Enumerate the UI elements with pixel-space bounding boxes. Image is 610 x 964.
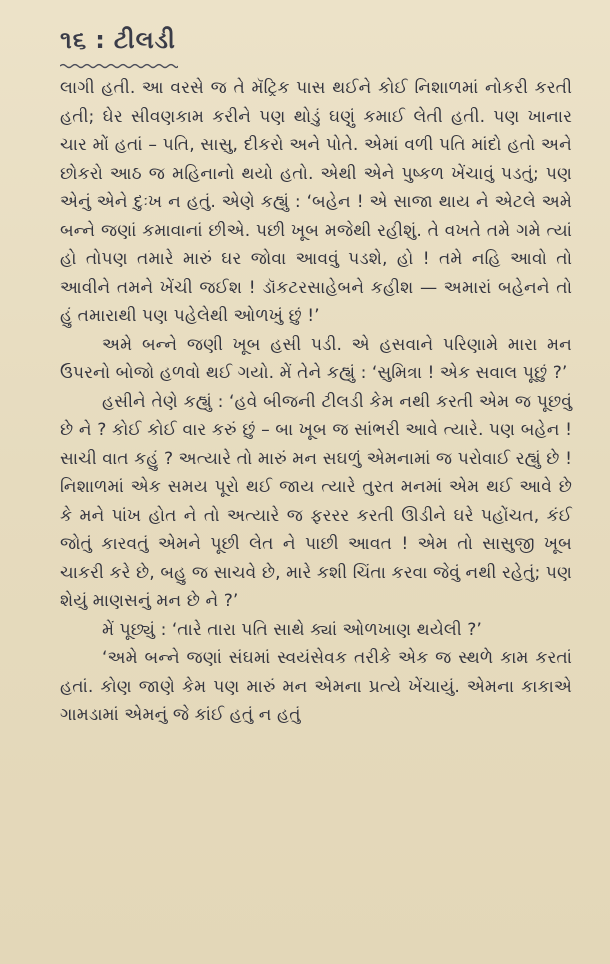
paragraph-3: હસીને તેણે કહ્યું : ‘હવે બીજની ટીલડી કેમ નથી કરતી એમ જ પૂછવું છે ને ? કોઈ કોઈ વાર કરું છું – બા ખૂબ જ સાંભરી આવે ત્યારે. પણ બહેન ! સાચી વાત કહું ? અત્યારે તો મારું મન સઘળું એમનામાં જ પરોવાઈ રહ્યું છે ! નિશાળમાં એક સમય પૂરો થઈ જાય ત્યારે તુરત મનમાં એમ થઈ આવે છે કે મને પાંખ હોત ને તો અત્યારે જ ફરરર કરતી ઊડીને ઘરે પહોંચત, કંઈ જોતું કારવતું એમને પૂછી લેત ને પાછી આવત ! એમ તો સાસુજી ખૂબ ચાકરી કરે છે, બહુ જ સાચવે છે, મારે કશી ચિંતા કરવા જેવું નથી રહેતું; પણ શેયું માણસનું મન છે ને ?’	[60, 391, 572, 611]
header-separator: :	[95, 26, 106, 54]
paragraph-1: લાગી હતી. આ વરસે જ તે મૅટ્રિક પાસ થઈને કોઈ નિશાળમાં નોકરી કરતી હતી; ઘેર સીવણકામ કરીને પણ થોડું ઘણું કમાઈ લેતી હતી. પણ ખાનાર ચાર મોં હતાં – પતિ, સાસુ, દીકરો અને પોતે. એમાં વળી પતિ માંદો હતો અને છોકરો આઠ જ મહિનાનો થયો હતો. એથી એને પુષ્કળ ખેંચાવું પડતું; પણ એનું એને દુઃખ ન હતું. એણે કહ્યું : ‘બહેન ! એ સાજા થાય ને એટલે અમે બન્ને જણાં કમાવાનાં છીએ. પછી ખૂબ મજેથી રહીશું. તે વખતે તમે ગમે ત્યાં હો તોપણ તમારે મારું ઘર જોવા આવવું પડશે, હો ! તમે નહિ આવો તો આવીને તમને ખેંચી જઈશ ! ડૉકટરસાહેબને કહીશ — અમારાં બહેનને તો હું તમારાથી પણ પહેલેથી ઓળખું છું !’	[60, 78, 572, 326]
paragraph-2: અમે બન્ને જણી ખૂબ હસી પડી. એ હસવાને પરિણામે મારા મન ઉપરનો બોજો હળવો થઈ ગયો. મેં તેને કહ્યું : ‘સુમિત્રા ! એક સવાલ પૂછું ?’	[60, 334, 572, 383]
paragraph-5: ‘અમે બન્ને જણાં સંઘમાં સ્વયંસેવક તરીકે એક જ સ્થળે કામ કરતાં હતાં. કોણ જાણે કેમ પણ મારું મન એમના પ્રત્યે ખેંચાયું. એમના કાકાએ ગામડામાં એમનું જે કાંઈ હતું ન હતું	[60, 648, 572, 725]
paragraph-4: મેં પૂછ્યું : ‘તારે તારા પતિ સાથે ક્યાં ઓળખાણ થયેલી ?’	[102, 619, 482, 640]
body-text	[60, 74, 572, 730]
chapter-title: ટીલડી	[113, 26, 176, 54]
page-number: ૧૬	[60, 26, 88, 54]
decorative-wavy-rule	[60, 62, 178, 70]
page-header	[60, 26, 176, 54]
